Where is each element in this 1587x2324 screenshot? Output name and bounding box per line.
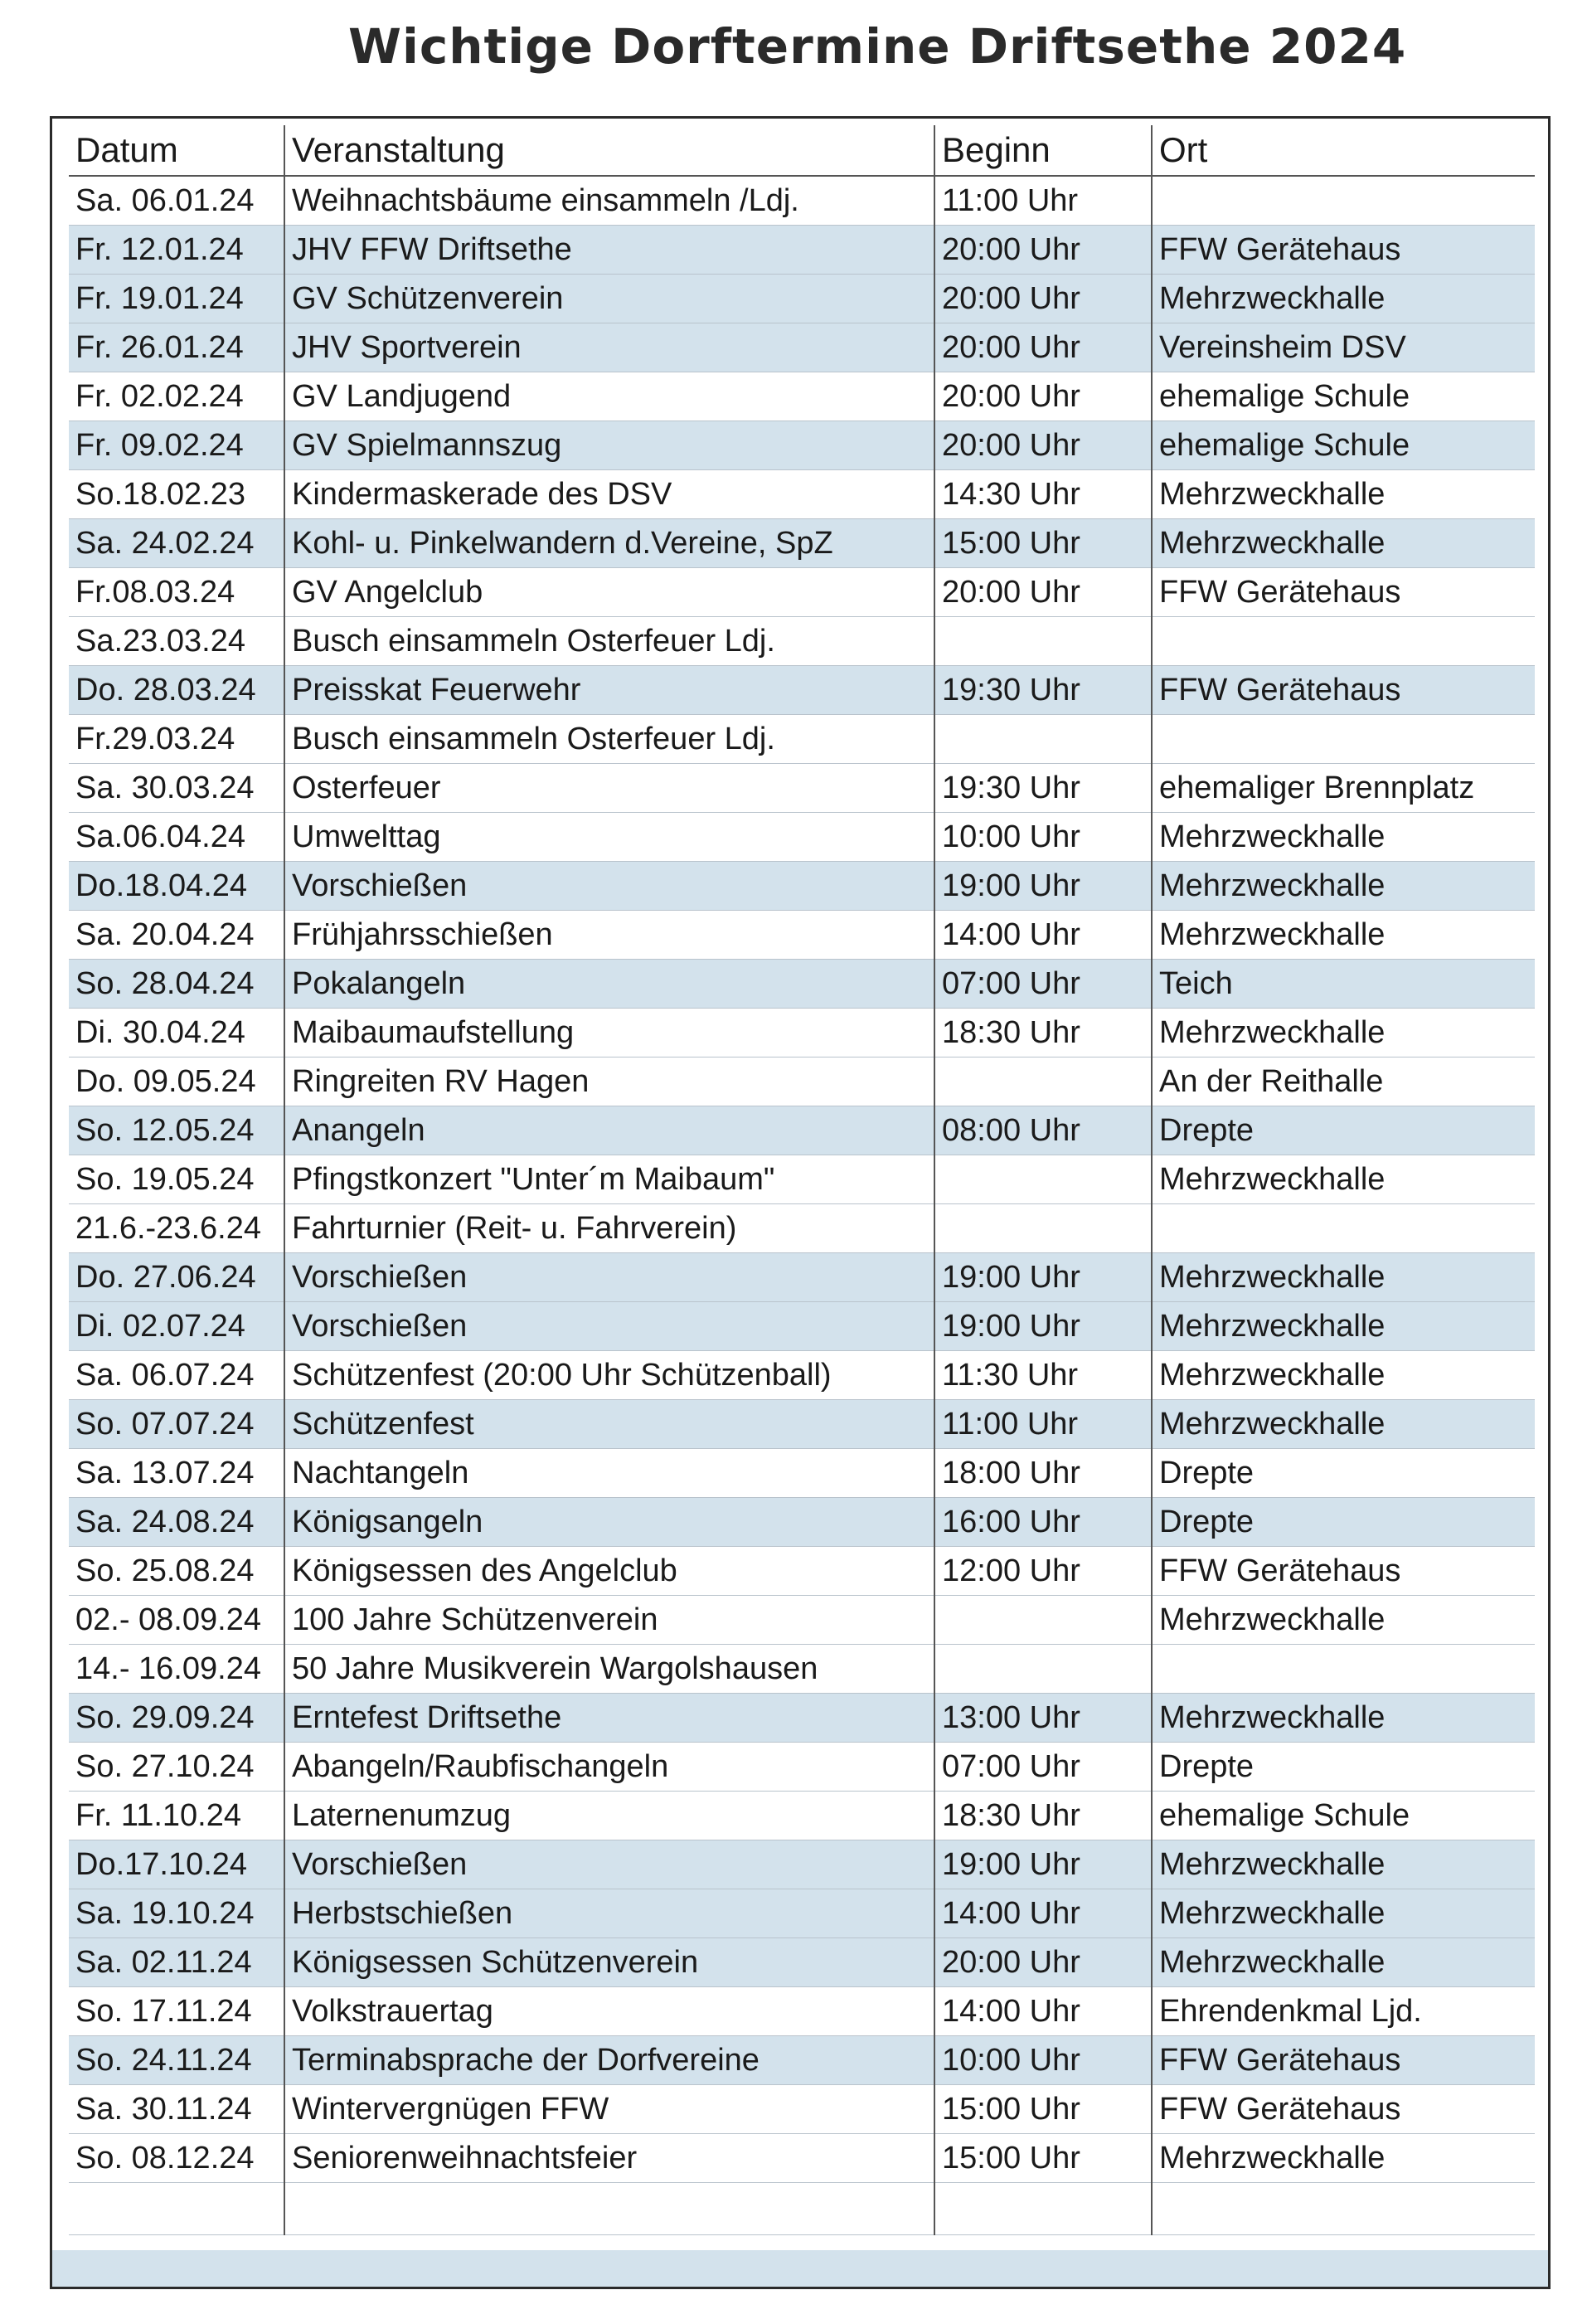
header-ort: Ort (1152, 125, 1535, 176)
table-row (69, 1498, 1535, 1547)
cell-datum: So. 29.09.24 (69, 1694, 284, 1743)
cell-ort: Mehrzweckhalle (1152, 911, 1535, 960)
cell-beginn: 07:00 Uhr (934, 1743, 1152, 1792)
cell-veranstaltung: Fahrturnier (Reit- u. Fahrverein) (284, 1204, 934, 1253)
cell-ort: Drepte (1152, 1449, 1535, 1498)
table-row (69, 568, 1535, 617)
cell-beginn: 20:00 Uhr (934, 226, 1152, 275)
cell-datum: Do. 09.05.24 (69, 1057, 284, 1106)
table-row (69, 176, 1535, 226)
cell-ort: Vereinsheim DSV (1152, 323, 1535, 372)
cell-veranstaltung: Schützenfest (20:00 Uhr Schützenball) (284, 1351, 934, 1400)
cell-beginn (934, 715, 1152, 764)
cell-ort (1152, 1204, 1535, 1253)
cell-datum: So. 27.10.24 (69, 1743, 284, 1792)
cell-datum: Di. 02.07.24 (69, 1302, 284, 1351)
cell-veranstaltung: Osterfeuer (284, 764, 934, 813)
cell-datum: Fr. 19.01.24 (69, 275, 284, 323)
table-row (69, 1938, 1535, 1987)
cell-veranstaltung: Laternenumzug (284, 1792, 934, 1840)
cell-veranstaltung: Umwelttag (284, 813, 934, 862)
cell-datum: Sa. 19.10.24 (69, 1889, 284, 1938)
table-row (69, 1302, 1535, 1351)
cell-ort: Mehrzweckhalle (1152, 1155, 1535, 1204)
cell-ort: FFW Gerätehaus (1152, 666, 1535, 715)
cell-ort: Mehrzweckhalle (1152, 470, 1535, 519)
header-beginn: Beginn (934, 125, 1152, 176)
table-row (69, 1596, 1535, 1645)
cell-datum: Sa. 30.11.24 (69, 2085, 284, 2134)
cell-veranstaltung: Herbstschießen (284, 1889, 934, 1938)
cell-veranstaltung: Nachtangeln (284, 1449, 934, 1498)
cell-ort: Mehrzweckhalle (1152, 1938, 1535, 1987)
header-veranstaltung: Veranstaltung (284, 125, 934, 176)
cell-ort: ehemalige Schule (1152, 372, 1535, 421)
cell-ort: Teich (1152, 960, 1535, 1009)
footer-band (52, 2250, 1548, 2287)
cell-veranstaltung: Weihnachtsbäume einsammeln /Ldj. (284, 176, 934, 226)
cell-ort: Mehrzweckhalle (1152, 1400, 1535, 1449)
cell-ort: Mehrzweckhalle (1152, 1840, 1535, 1889)
cell-veranstaltung: GV Landjugend (284, 372, 934, 421)
cell-veranstaltung: JHV Sportverein (284, 323, 934, 372)
cell-ort: ehemalige Schule (1152, 421, 1535, 470)
cell-beginn: 14:00 Uhr (934, 1889, 1152, 1938)
cell-beginn: 15:00 Uhr (934, 519, 1152, 568)
cell-veranstaltung: Terminabsprache der Dorfvereine (284, 2036, 934, 2085)
cell-datum: 21.6.-23.6.24 (69, 1204, 284, 1253)
table-header-row (69, 125, 1535, 176)
cell-beginn: 14:00 Uhr (934, 911, 1152, 960)
cell-veranstaltung: Anangeln (284, 1106, 934, 1155)
table-row (69, 1155, 1535, 1204)
table-row (69, 1987, 1535, 2036)
cell-ort: Mehrzweckhalle (1152, 862, 1535, 911)
cell-ort: FFW Gerätehaus (1152, 1547, 1535, 1596)
cell-ort (1152, 617, 1535, 666)
cell-ort: Mehrzweckhalle (1152, 1889, 1535, 1938)
cell-veranstaltung: Kindermaskerade des DSV (284, 470, 934, 519)
cell-veranstaltung: Königsessen des Angelclub (284, 1547, 934, 1596)
cell-datum: Do. 28.03.24 (69, 666, 284, 715)
cell-datum: So. 28.04.24 (69, 960, 284, 1009)
header-datum: Datum (69, 125, 284, 176)
cell-veranstaltung: Vorschießen (284, 1840, 934, 1889)
cell-ort: Mehrzweckhalle (1152, 1253, 1535, 1302)
cell-beginn: 20:00 Uhr (934, 1938, 1152, 1987)
cell-veranstaltung: Vorschießen (284, 1302, 934, 1351)
table-row (69, 715, 1535, 764)
empty-cell (934, 2183, 1152, 2235)
table-row (69, 372, 1535, 421)
table-row (69, 666, 1535, 715)
cell-ort (1152, 1645, 1535, 1694)
cell-datum: Sa. 06.01.24 (69, 176, 284, 226)
empty-cell (69, 2183, 284, 2235)
cell-ort: FFW Gerätehaus (1152, 2036, 1535, 2085)
table-row (69, 1351, 1535, 1400)
cell-beginn: 20:00 Uhr (934, 323, 1152, 372)
table-row (69, 1645, 1535, 1694)
cell-datum: Sa. 30.03.24 (69, 764, 284, 813)
cell-datum: Sa. 24.08.24 (69, 1498, 284, 1547)
table-row (69, 421, 1535, 470)
cell-beginn: 20:00 Uhr (934, 421, 1152, 470)
cell-veranstaltung: Frühjahrsschießen (284, 911, 934, 960)
cell-beginn: 20:00 Uhr (934, 568, 1152, 617)
cell-ort: Mehrzweckhalle (1152, 1302, 1535, 1351)
cell-veranstaltung: GV Schützenverein (284, 275, 934, 323)
cell-beginn: 13:00 Uhr (934, 1694, 1152, 1743)
cell-beginn: 16:00 Uhr (934, 1498, 1152, 1547)
cell-ort: Mehrzweckhalle (1152, 1351, 1535, 1400)
cell-datum: Do.17.10.24 (69, 1840, 284, 1889)
cell-veranstaltung: Busch einsammeln Osterfeuer Ldj. (284, 715, 934, 764)
table-row (69, 1840, 1535, 1889)
cell-ort: Mehrzweckhalle (1152, 2134, 1535, 2183)
cell-datum: Do. 27.06.24 (69, 1253, 284, 1302)
empty-cell (1152, 2183, 1535, 2235)
cell-beginn: 15:00 Uhr (934, 2085, 1152, 2134)
cell-ort: FFW Gerätehaus (1152, 568, 1535, 617)
cell-veranstaltung: Schützenfest (284, 1400, 934, 1449)
table-row (69, 1009, 1535, 1057)
cell-beginn (934, 1645, 1152, 1694)
cell-ort: FFW Gerätehaus (1152, 226, 1535, 275)
cell-beginn: 10:00 Uhr (934, 2036, 1152, 2085)
cell-datum: Fr. 12.01.24 (69, 226, 284, 275)
cell-ort: Mehrzweckhalle (1152, 519, 1535, 568)
table-row (69, 1694, 1535, 1743)
cell-datum: 02.- 08.09.24 (69, 1596, 284, 1645)
cell-ort: Drepte (1152, 1106, 1535, 1155)
cell-veranstaltung: JHV FFW Driftsethe (284, 226, 934, 275)
cell-beginn: 07:00 Uhr (934, 960, 1152, 1009)
cell-ort: Mehrzweckhalle (1152, 1596, 1535, 1645)
cell-datum: So. 12.05.24 (69, 1106, 284, 1155)
cell-datum: Fr. 11.10.24 (69, 1792, 284, 1840)
cell-datum: Sa. 02.11.24 (69, 1938, 284, 1987)
cell-beginn: 18:30 Uhr (934, 1009, 1152, 1057)
cell-beginn: 11:00 Uhr (934, 1400, 1152, 1449)
cell-beginn: 18:00 Uhr (934, 1449, 1152, 1498)
cell-datum: So. 08.12.24 (69, 2134, 284, 2183)
cell-veranstaltung: Kohl- u. Pinkelwandern d.Vereine, SpZ (284, 519, 934, 568)
cell-beginn: 11:30 Uhr (934, 1351, 1152, 1400)
cell-veranstaltung: Pfingstkonzert "Unter´m Maibaum" (284, 1155, 934, 1204)
cell-datum: So. 17.11.24 (69, 1987, 284, 2036)
cell-beginn (934, 617, 1152, 666)
table-row (69, 275, 1535, 323)
cell-veranstaltung: Abangeln/Raubfischangeln (284, 1743, 934, 1792)
table-row (69, 1792, 1535, 1840)
cell-datum: Fr. 09.02.24 (69, 421, 284, 470)
table-row (69, 1547, 1535, 1596)
cell-beginn: 10:00 Uhr (934, 813, 1152, 862)
cell-veranstaltung: Ringreiten RV Hagen (284, 1057, 934, 1106)
cell-datum: Sa. 13.07.24 (69, 1449, 284, 1498)
cell-ort: Ehrendenkmal Ljd. (1152, 1987, 1535, 2036)
cell-beginn: 15:00 Uhr (934, 2134, 1152, 2183)
schedule-sheet (50, 116, 1551, 2289)
cell-veranstaltung: Königsangeln (284, 1498, 934, 1547)
cell-veranstaltung: 100 Jahre Schützenverein (284, 1596, 934, 1645)
empty-cell (284, 2183, 934, 2235)
table-row (69, 226, 1535, 275)
cell-beginn (934, 1596, 1152, 1645)
cell-beginn: 19:00 Uhr (934, 1253, 1152, 1302)
cell-ort (1152, 176, 1535, 226)
cell-ort: An der Reithalle (1152, 1057, 1535, 1106)
table-row (69, 813, 1535, 862)
cell-datum: Fr.08.03.24 (69, 568, 284, 617)
cell-veranstaltung: Königsessen Schützenverein (284, 1938, 934, 1987)
table-row (69, 960, 1535, 1009)
table-row (69, 1057, 1535, 1106)
cell-beginn: 19:00 Uhr (934, 1840, 1152, 1889)
cell-datum: Sa. 06.07.24 (69, 1351, 284, 1400)
cell-veranstaltung: Maibaumaufstellung (284, 1009, 934, 1057)
cell-datum: Fr. 02.02.24 (69, 372, 284, 421)
table-row (69, 764, 1535, 813)
table-row (69, 911, 1535, 960)
table-row (69, 2134, 1535, 2183)
events-table-body (69, 176, 1535, 2235)
cell-veranstaltung: Seniorenweihnachtsfeier (284, 2134, 934, 2183)
cell-datum: Sa.23.03.24 (69, 617, 284, 666)
table-row (69, 1106, 1535, 1155)
cell-beginn: 20:00 Uhr (934, 372, 1152, 421)
cell-datum: So. 24.11.24 (69, 2036, 284, 2085)
cell-beginn: 19:00 Uhr (934, 862, 1152, 911)
cell-veranstaltung: GV Angelclub (284, 568, 934, 617)
cell-beginn: 11:00 Uhr (934, 176, 1152, 226)
cell-datum: So. 25.08.24 (69, 1547, 284, 1596)
cell-veranstaltung: GV Spielmannszug (284, 421, 934, 470)
cell-datum: Sa.06.04.24 (69, 813, 284, 862)
cell-beginn: 12:00 Uhr (934, 1547, 1152, 1596)
cell-beginn (934, 1057, 1152, 1106)
cell-ort (1152, 715, 1535, 764)
cell-beginn: 20:00 Uhr (934, 275, 1152, 323)
table-row (69, 862, 1535, 911)
table-row (69, 2036, 1535, 2085)
cell-ort: Mehrzweckhalle (1152, 1694, 1535, 1743)
cell-beginn: 19:00 Uhr (934, 1302, 1152, 1351)
cell-veranstaltung: Vorschießen (284, 1253, 934, 1302)
table-row (69, 1449, 1535, 1498)
cell-datum: Di. 30.04.24 (69, 1009, 284, 1057)
cell-ort: ehemaliger Brennplatz (1152, 764, 1535, 813)
cell-beginn: 08:00 Uhr (934, 1106, 1152, 1155)
cell-ort: ehemalige Schule (1152, 1792, 1535, 1840)
cell-veranstaltung: Busch einsammeln Osterfeuer Ldj. (284, 617, 934, 666)
events-table (69, 125, 1535, 2235)
cell-datum: Fr. 26.01.24 (69, 323, 284, 372)
cell-beginn: 18:30 Uhr (934, 1792, 1152, 1840)
cell-datum: 14.- 16.09.24 (69, 1645, 284, 1694)
empty-row (69, 2183, 1535, 2235)
page-title: Wichtige Dorftermine Driftsethe 2024 (348, 18, 1407, 75)
table-row (69, 617, 1535, 666)
cell-datum: So.18.02.23 (69, 470, 284, 519)
cell-beginn: 19:30 Uhr (934, 764, 1152, 813)
table-row (69, 1743, 1535, 1792)
cell-beginn: 14:30 Uhr (934, 470, 1152, 519)
cell-datum: Sa. 24.02.24 (69, 519, 284, 568)
table-row (69, 519, 1535, 568)
cell-ort: FFW Gerätehaus (1152, 2085, 1535, 2134)
cell-veranstaltung: 50 Jahre Musikverein Wargolshausen (284, 1645, 934, 1694)
table-row (69, 1253, 1535, 1302)
cell-datum: Fr.29.03.24 (69, 715, 284, 764)
cell-datum: Do.18.04.24 (69, 862, 284, 911)
cell-datum: So. 07.07.24 (69, 1400, 284, 1449)
table-row (69, 323, 1535, 372)
table-row (69, 1400, 1535, 1449)
cell-veranstaltung: Erntefest Driftsethe (284, 1694, 934, 1743)
cell-ort: Drepte (1152, 1743, 1535, 1792)
cell-ort: Drepte (1152, 1498, 1535, 1547)
cell-beginn (934, 1155, 1152, 1204)
cell-veranstaltung: Vorschießen (284, 862, 934, 911)
table-row (69, 470, 1535, 519)
cell-ort: Mehrzweckhalle (1152, 813, 1535, 862)
cell-veranstaltung: Pokalangeln (284, 960, 934, 1009)
cell-veranstaltung: Preisskat Feuerwehr (284, 666, 934, 715)
cell-veranstaltung: Wintervergnügen FFW (284, 2085, 934, 2134)
cell-ort: Mehrzweckhalle (1152, 275, 1535, 323)
cell-beginn (934, 1204, 1152, 1253)
table-row (69, 1889, 1535, 1938)
cell-ort: Mehrzweckhalle (1152, 1009, 1535, 1057)
cell-datum: Sa. 20.04.24 (69, 911, 284, 960)
table-row (69, 2085, 1535, 2134)
cell-veranstaltung: Volkstrauertag (284, 1987, 934, 2036)
cell-datum: So. 19.05.24 (69, 1155, 284, 1204)
cell-beginn: 19:30 Uhr (934, 666, 1152, 715)
table-row (69, 1204, 1535, 1253)
cell-beginn: 14:00 Uhr (934, 1987, 1152, 2036)
